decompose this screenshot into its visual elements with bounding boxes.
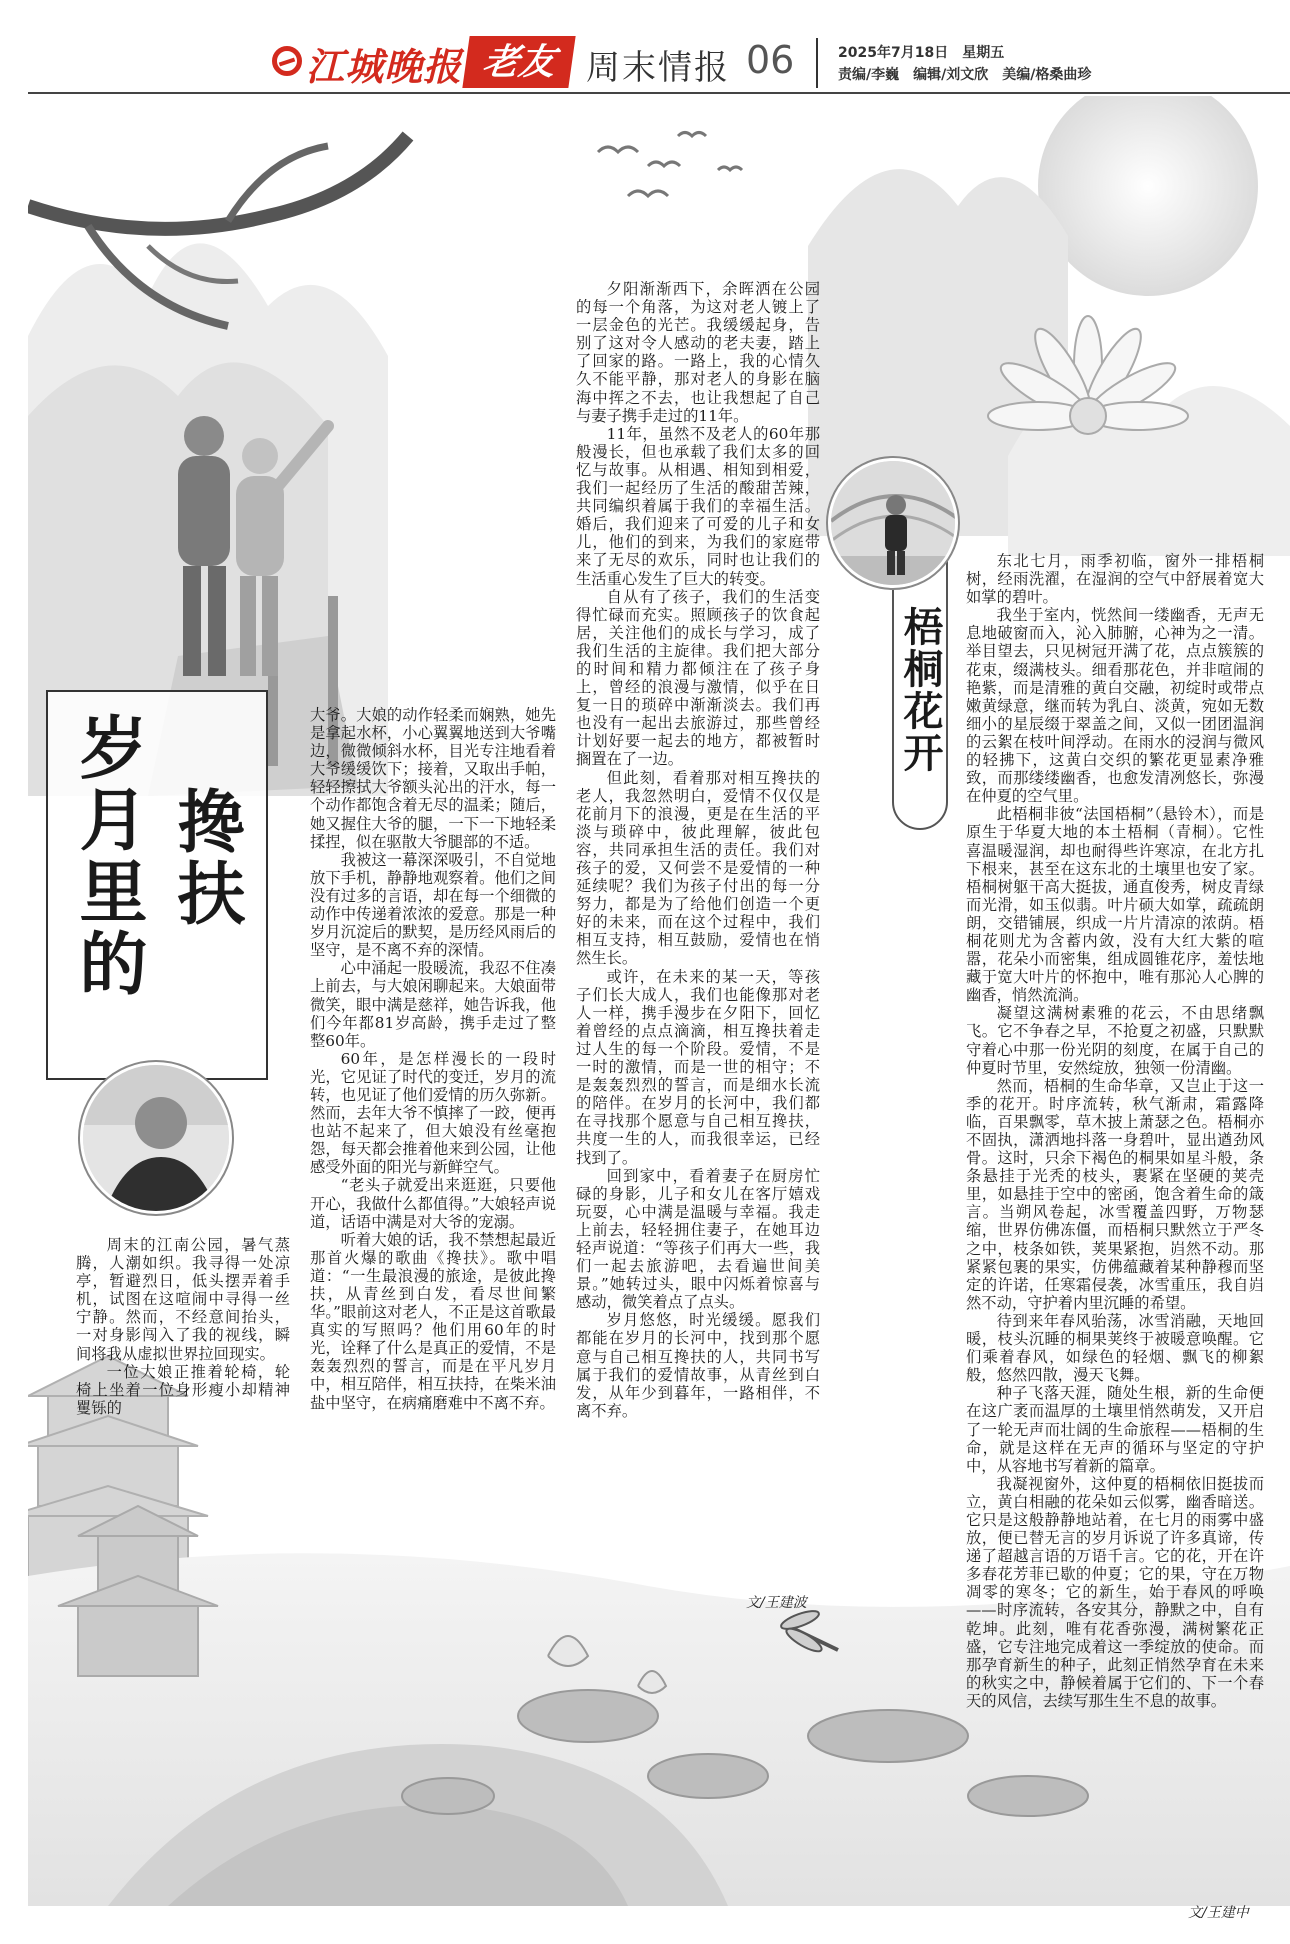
birds-icon xyxy=(598,133,742,197)
paragraph: 周末的江南公园，暑气蒸腾，人潮如织。我寻得一处凉亭，暂避烈日，低头摆弄着手机，试图在这喧闹中寻得一丝宁静。然而，不经意间抬头，一对身影闯入了我的视线，瞬间将我从虚拟世界拉回现实。 xyxy=(76,1236,290,1363)
paragraph: 岁月悠悠，时光缓缓。愿我们都能在岁月的长河中，找到那个愿意与自己相互搀扶的人，共同书写属于我们的爱情故事，从青丝到白发，从年少到暮年，一路相伴，不离不弃。 xyxy=(576,1311,820,1420)
paragraph: 我坐于室内，恍然间一缕幽香，无声无息地破窗而入，沁入肺腑，心神为之一清。举目望去，只见树冠开满了花，点点簇簇的花束，缀满枝头。细看那花色，并非喧闹的艳紫，而是清雅的黄白交融，初绽时或带点嫩黄绿意，继而转为乳白、淡黄，宛如无数细小的星辰缀于翠盖之间，又似一团团温润的云絮在枝叶间浮动。在雨水的浸润与微风的轻拂下，这黄白交织的繁花更显素净雅致，而那缕缕幽香，也愈发清冽悠长，弥漫在仲夏的空气里。 xyxy=(966,606,1264,806)
editors-line: 责编/李巍 编辑/刘文欣 美编/格桑曲珍 xyxy=(838,67,1092,83)
paragraph: 11年，虽然不及老人的60年那般漫长，但也承载了我们太多的回忆与故事。从相遇、相知到相爱，我们一起经历了生活的酸甜苦辣，共同编织着属于我们的幸福生活。婚后，我们迎来了可爱的儿子和女儿，他们的到来，为我们的家庭带来了无尽的欢乐，同时也让我们的生活重心发生了巨大的转变。 xyxy=(576,424,820,588)
paragraph: 然而，梧桐的生命华章，又岂止于这一季的花开。时序流转，秋气渐肃，霜露降临，百果飘零，草木披上萧瑟之色。梧桐亦不固执，潇洒地抖落一身碧叶，显出遒劲风骨。这时，只余下褐色的桐果如星斗般，条条悬挂于光秃的枝头，裹紧在坚硬的荚壳里，如悬挂于空中的密函，饱含着生命的箴言。当朔风卷起，冰雪覆盖四野，万物瑟缩，世界仿佛冻僵，而梧桐只默然立于严冬之中，枝条如铁，荚果紧抱，岿然不动。那紧紧包裹的果实，仿佛蕴藏着某种静穆而坚定的许诺，任寒霜侵袭，冰雪重压，我自岿然不动，守护着内里沉睡的希望。 xyxy=(966,1076,1264,1312)
masthead xyxy=(0,0,1290,94)
paragraph: 回到家中，看着妻子在厨房忙碌的身影，儿子和女儿在客厅嬉戏玩耍，心中满是温暖与幸福。我走上前去，轻轻拥住妻子，在她耳边轻声说道：“等孩子们再大一些，我们一起去旅游吧，去看遍世间美景。”她转过头，眼中闪烁着惊喜与感动，微笑着点了点头。 xyxy=(576,1166,820,1312)
paper-name: 江城晚报 xyxy=(306,44,463,89)
article1-author: 文/王建波 xyxy=(746,1595,807,1611)
article1-column-c xyxy=(576,280,820,1420)
article1-title-part1: 岁月里的 xyxy=(68,712,147,1000)
author-avatar-article2 xyxy=(828,458,958,588)
paragraph: 东北七月，雨季初临，窗外一排梧桐树，经雨洗濯，在湿润的空气中舒展着宽大如掌的碧叶。 xyxy=(966,552,1264,607)
paragraph: 一位大娘正推着轮椅，轮椅上坐着一位身形瘦小却精神矍铄的 xyxy=(76,1362,290,1417)
article2-column xyxy=(966,552,1264,1710)
paragraph: 我凝视窗外，这仲夏的梧桐依旧挺拔而立，黄白相融的花朵如云似雾，幽香暗送。它只是这般静静地站着，在七月的雨雾中盛放，便已替无言的岁月诉说了许多真谛，传递了超越言语的万语千言。它的花，开在许多春花芳菲已歇的仲夏；它的果，守在万物凋零的寒冬；它的新生，始于春风的呼唤——时序流转，各安其分，静默之中，自有乾坤。此刻，唯有花香弥漫，满树繁花正盛，它专注地完成着这一季绽放的使命。而那孕育新生的种子，此刻正悄然孕育在未来的秋实之中，静候着属于它们的、下一个春天的风信，去续写那生生不息的故事。 xyxy=(966,1474,1264,1710)
article1-column-b xyxy=(310,706,556,1412)
date-line: 2025年7月18日 星期五 xyxy=(838,45,1005,61)
paragraph: 种子飞落天涯，随处生根，新的生命便在这广袤而温厚的土壤里悄然萌发，又开启了一轮无声而壮阔的生命旅程——梧桐的生命，就是这样在无声的循环与坚定的守护中，从容地书写着新的篇章。 xyxy=(966,1384,1264,1475)
paragraph: 听着大娘的话，我不禁想起最近那首火爆的歌曲《搀扶》。歌中唱道：“一生最浪漫的旅途，是彼此搀扶，从青丝到白发，看尽世间繁华。”眼前这对老人，不正是这首歌最真实的写照吗？他们用60年的时光，诠释了什么是真正的爱情，不是轰轰烈烈的誓言，而是在平凡岁月中，相互陪伴，相互扶持，在柴米油盐中坚守，在病痛磨难中不离不弃。 xyxy=(310,1230,556,1412)
paragraph: 凝望这满树素雅的花云，不由思绪飘飞。它不争春之早，不抢夏之初盛，只默默守着心中那一份光阴的刻度，在属于自己的仲夏时节里，安然绽放，独领一份清幽。 xyxy=(966,1004,1264,1077)
paragraph: 大爷。大娘的动作轻柔而娴熟，她先是拿起水杯，小心翼翼地送到大爷嘴边，微微倾斜水杯，目光专注地看着大爷缓缓饮下；接着，又取出手帕，轻轻擦拭大爷额头沁出的汗水，每一个动作都饱含着无尽的温柔；随后，她又握住大爷的腿，一下一下地轻柔揉捏，似在驱散大爷腿部的不适。 xyxy=(310,706,556,851)
paragraph: 此梧桐非彼“法国梧桐”（悬铃木），而是原生于华夏大地的本土梧桐（青桐）。它性喜温暖湿润，却也耐得些许寒凉，在北方扎下根来，甚至在这东北的土壤里也安了家。梧桐树躯干高大挺拔，通直俊秀，树皮青绿而光滑，如玉似翡。叶片硕大如掌，疏疏朗朗，交错铺展，织成一片片清凉的浓荫。梧桐花则尤为含蓄内敛，没有大红大紫的喧嚣，花朵小而密集，组成圆锥花序，羞怯地藏于宽大叶片的怀抱中，唯有那沁人心脾的幽香，悄然流淌。 xyxy=(966,805,1264,1005)
newspaper-logo-icon xyxy=(272,46,302,76)
article2-title: 梧桐花开 xyxy=(897,606,943,774)
masthead-rule xyxy=(28,92,1290,94)
paragraph: 但此刻，看着那对相互搀扶的老人，我忽然明白，爱情不仅仅是花前月下的浪漫，更是在生活的平淡与琐碎中，彼此理解，彼此包容，共同承担生活的责任。我们对孩子的爱，又何尝不是爱情的一种延续呢？我们为孩子付出的每一分努力，都是为了给他们创造一个更好的未来，而在这个过程中，我们相互支持，相互鼓励，爱情也在悄然生长。 xyxy=(576,768,820,968)
paragraph: 心中涌起一股暖流，我忍不住凑上前去，与大娘闲聊起来。大娘面带微笑，眼中满是慈祥，她告诉我，他们今年都81岁高龄，携手走过了整整60年。 xyxy=(310,959,556,1050)
paragraph: 或许，在未来的某一天，等孩子们长大成人，我们也能像那对老人一样，携手漫步在夕阳下，回忆着曾经的点点滴滴，相互搀扶着走过人生的每一个阶段。爱情，不是一时的激情，而是一世的相守；不是轰轰烈烈的誓言，而是细水长流的陪伴。在岁月的长河中，我们都在寻找那个愿意与自己相互搀扶，共度一生的人，而我很幸运，已经找到了。 xyxy=(576,967,820,1167)
paragraph: 自从有了孩子，我们的生活变得忙碌而充实。照顾孩子的饮食起居，关注他们的成长与学习，成了我们生活的主旋律。我们把大部分的时间和精力都倾注在了孩子身上，曾经的浪漫与激情，似乎在日复一日的琐碎中渐渐淡去。我们再也没有一起出去旅游过，那些曾经计划好要一起去的地方，都被暂时搁置在了一边。 xyxy=(576,587,820,769)
section-badge: 老友 xyxy=(462,36,575,88)
page-number: 06 xyxy=(746,38,795,82)
paragraph: 夕阳渐渐西下，余晖洒在公园的每一个角落，为这对老人镀上了一层金色的光芒。我缓缓起身，告别了这对令人感动的老夫妻，踏上了回家的路。一路上，我的心情久久不能平静，那对老人的身影在脑海中挥之不去，也让我想起了自己与妻子携手走过的11年。 xyxy=(576,280,820,425)
paragraph: 我被这一幕深深吸引，不自觉地放下手机，静静地观察着。他们之间没有过多的言语，却在每一个细微的动作中传递着浓浓的爱意。那是一种岁月沉淀后的默契，是历经风雨后的坚守，是不离不弃的深情。 xyxy=(310,850,556,960)
article1-title-part2: 搀扶 xyxy=(166,786,245,930)
article1-column-a xyxy=(76,1236,290,1417)
paragraph: 60年，是怎样漫长的一段时光，它见证了时代的变迁，岁月的流转，也见证了他们爱情的历久弥新。然而，去年大爷不慎摔了一跤，便再也站不起来了，但大娘没有丝毫抱怨，每天都会推着他来到公园，让他感受外面的阳光与新鲜空气。 xyxy=(310,1049,556,1177)
paragraph: 待到来年春风骀荡，冰雪消融，天地回暖，枝头沉睡的桐果荚终于被暖意唤醒。它们乘着春风，如绿色的轻烟、飘飞的柳絮般，悠然四散，漫天飞舞。 xyxy=(966,1311,1264,1385)
author-avatar-article1 xyxy=(80,1062,232,1214)
masthead-divider xyxy=(816,38,818,88)
article2-author: 文/王建中 xyxy=(1188,1905,1249,1921)
page-title: 周末情报 xyxy=(586,48,730,88)
paragraph: “老头子就爱出来逛逛，只要他开心，我做什么都值得。”大娘轻声说道，话语中满是对大爷的宠溺。 xyxy=(310,1176,556,1231)
